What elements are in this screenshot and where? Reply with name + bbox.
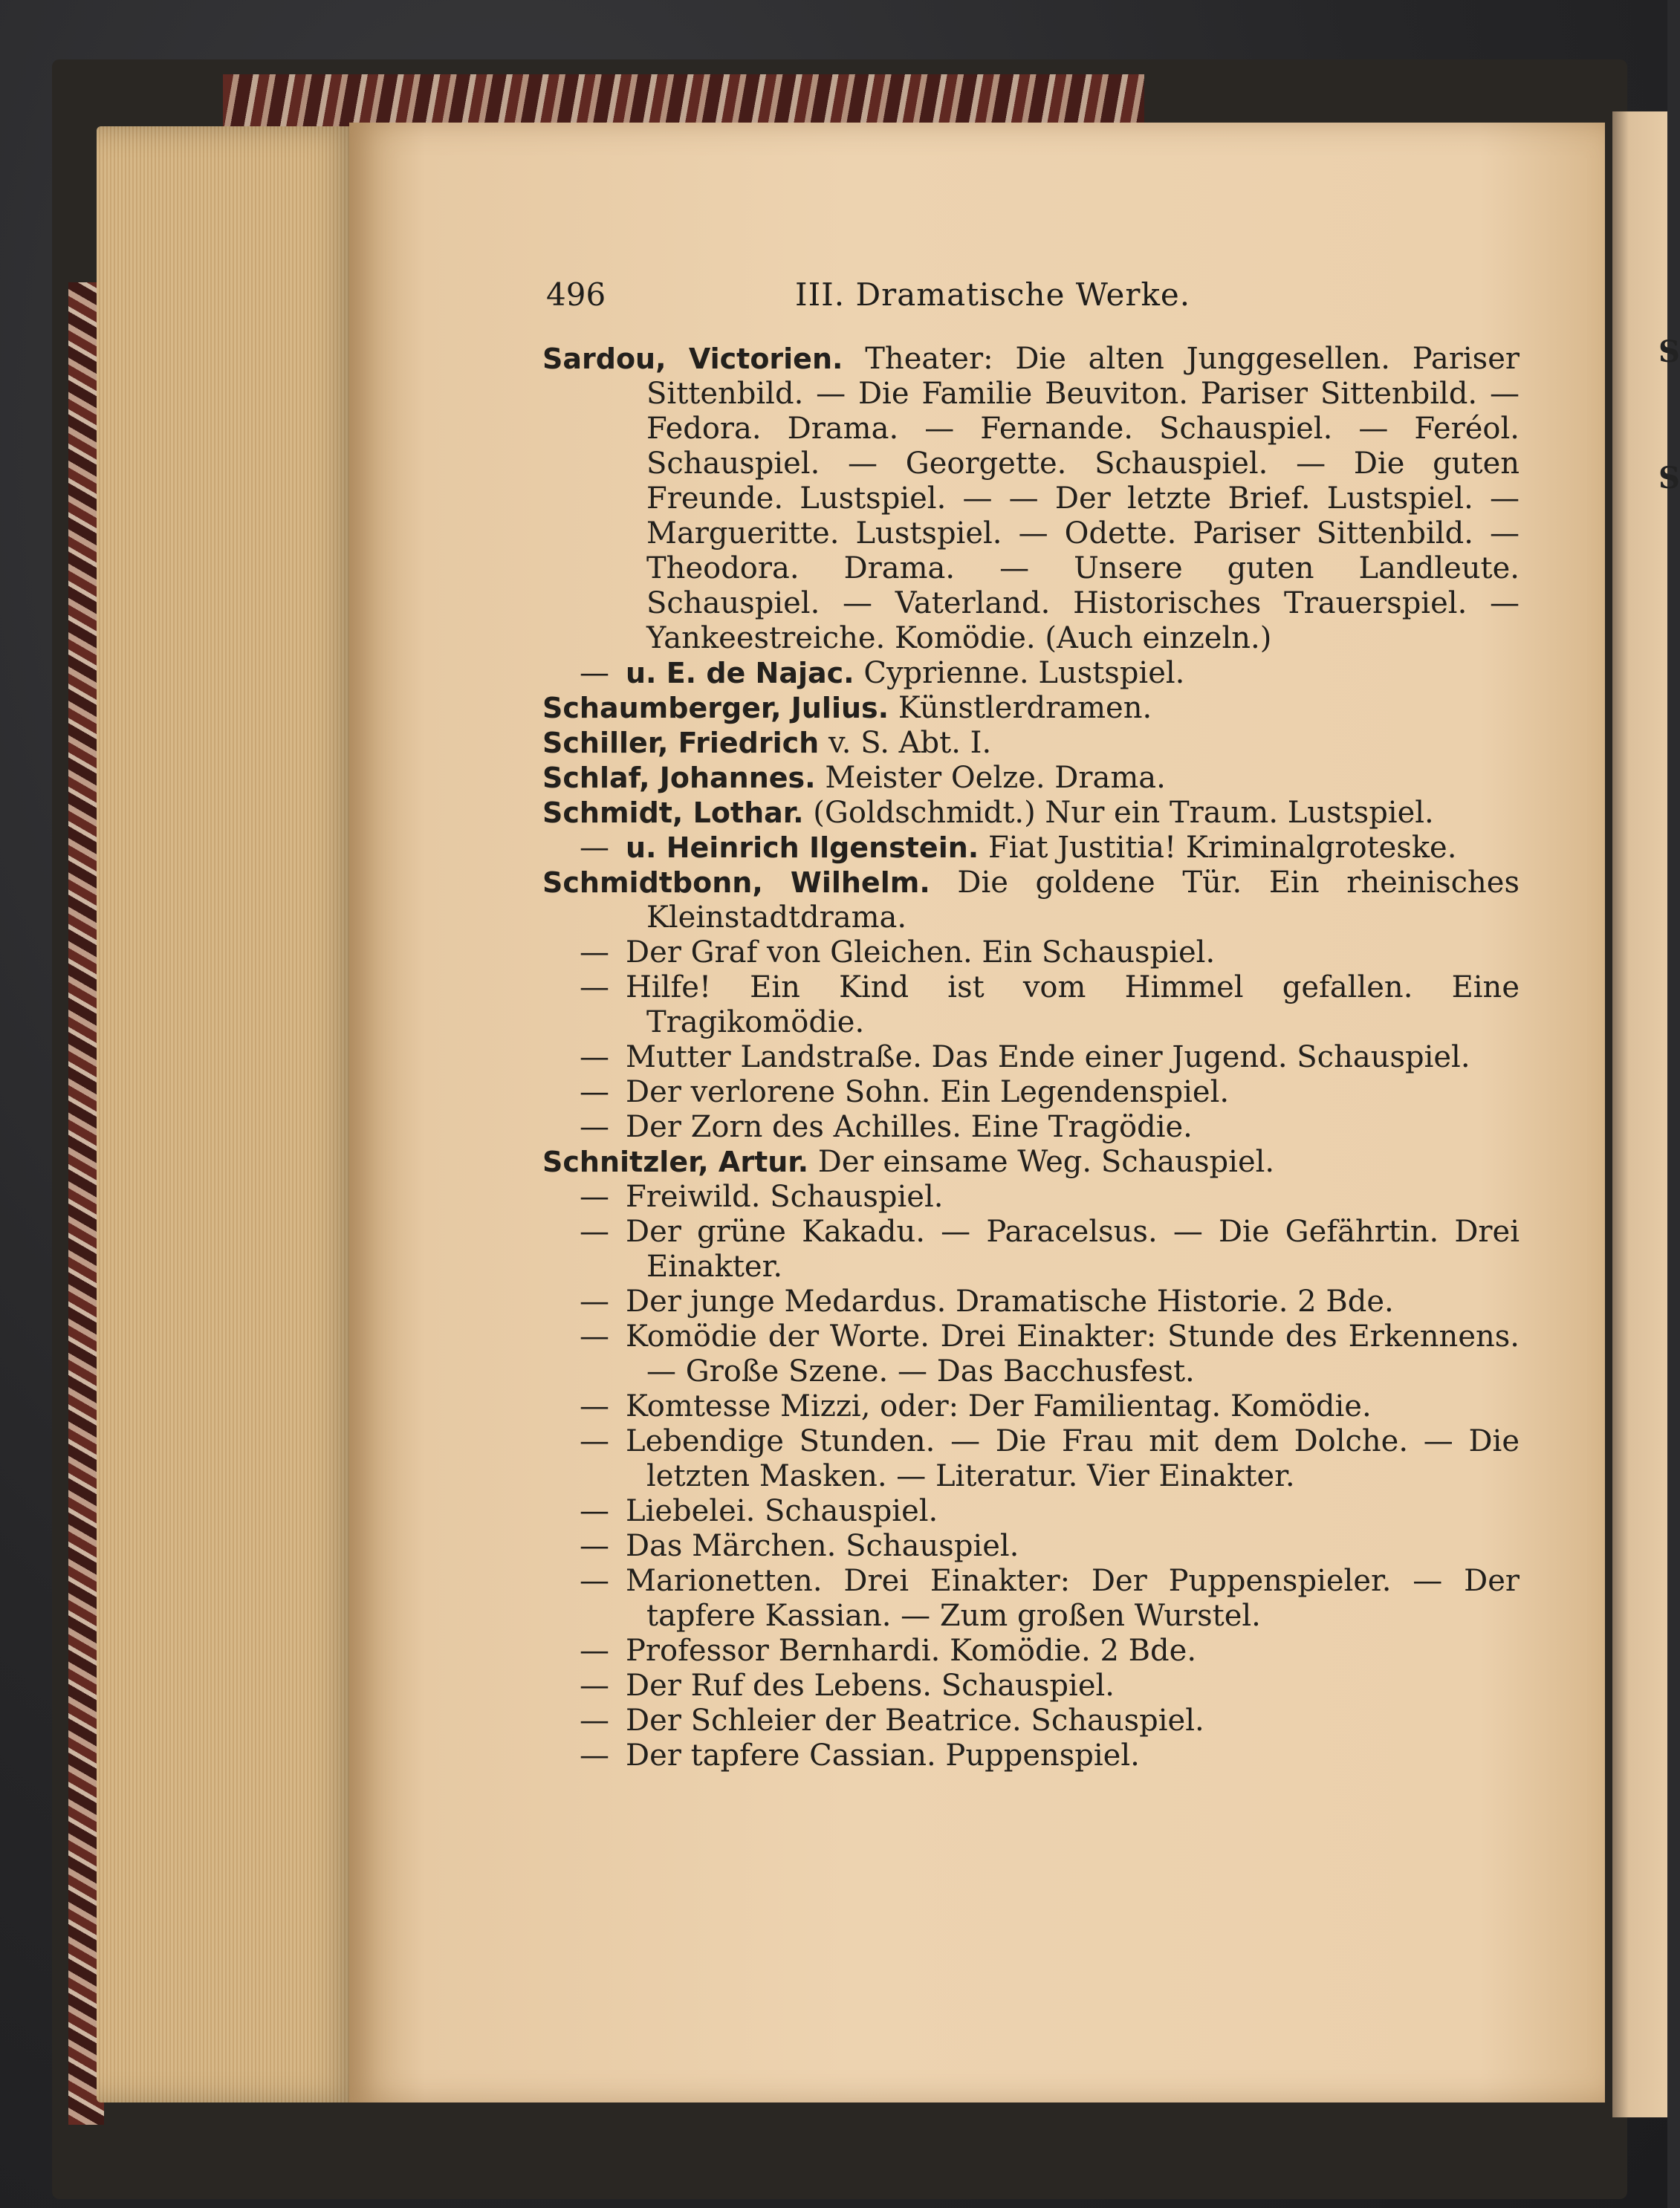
- entry-titles: Das Märchen. Schauspiel.: [626, 1529, 1019, 1563]
- bibliography-entry: [542, 726, 1520, 761]
- entry-titles: Lebendige Stunden. — Die Frau mit dem Dolche. — Die letzten Masken. — Literatur. Vier Einakter.: [626, 1424, 1520, 1493]
- entry-author: Schnitzler, Artur.: [542, 1146, 809, 1178]
- bibliography-entry: [542, 1424, 1520, 1494]
- entry-titles: Komtesse Mizzi, oder: Der Familientag. Komödie.: [626, 1389, 1372, 1423]
- bibliography-entry: [542, 866, 1520, 935]
- entry-author: u. E. de Najac.: [626, 657, 854, 689]
- entry-titles: Freiwild. Schauspiel.: [626, 1180, 944, 1214]
- entry-titles: (Goldschmidt.) Nur ein Traum. Lustspiel.: [813, 796, 1434, 830]
- ditto-dash: —: [580, 970, 609, 1004]
- entry-author: Schmidtbonn, Wilhelm.: [542, 866, 930, 899]
- bibliography-entry: [542, 1704, 1520, 1738]
- bibliography-entry: [542, 656, 1520, 691]
- next-page-edge: [1612, 111, 1667, 2117]
- bibliography-entry: [542, 1669, 1520, 1704]
- entry-titles: Der einsame Weg. Schauspiel.: [817, 1145, 1275, 1179]
- entry-titles: Marionetten. Drei Einakter: Der Puppenspieler. — Der tapfere Kassian. — Zum großen Wurstel.: [626, 1564, 1520, 1633]
- ditto-dash: —: [580, 935, 609, 970]
- bibliography-entry: [542, 1215, 1520, 1285]
- ditto-dash: —: [580, 1285, 609, 1319]
- entry-titles: Liebelei. Schauspiel.: [626, 1494, 938, 1528]
- bibliography-entry: [542, 970, 1520, 1040]
- running-title: III. Dramatische Werke.: [795, 276, 1191, 313]
- bibliography-entry: [542, 1319, 1520, 1389]
- ditto-dash: —: [580, 1040, 609, 1074]
- bibliography-entry: [542, 761, 1520, 796]
- bibliography-entry: [542, 1145, 1520, 1180]
- entry-titles: Der Ruf des Lebens. Schauspiel.: [626, 1669, 1115, 1703]
- ditto-dash: —: [580, 1180, 609, 1214]
- entry-titles: Meister Oelze. Drama.: [825, 761, 1166, 795]
- bibliography-entry: [542, 1180, 1520, 1215]
- entry-titles: Der grüne Kakadu. — Paracelsus. — Die Gefährtin. Drei Einakter.: [626, 1215, 1520, 1284]
- ditto-dash: —: [580, 1564, 609, 1598]
- bibliography-entry: [542, 342, 1520, 656]
- ditto-dash: —: [580, 1110, 609, 1144]
- entry-author: Schiller, Friedrich: [542, 727, 820, 759]
- ditto-dash: —: [580, 1389, 609, 1423]
- ditto-dash: —: [580, 1075, 609, 1109]
- entry-author: Schaumberger, Julius.: [542, 692, 889, 724]
- bibliography-entry: [542, 796, 1520, 831]
- entry-titles: Die goldene Tür. Ein rheinisches Kleinstadtdrama.: [646, 866, 1520, 935]
- ditto-dash: —: [580, 1494, 609, 1528]
- entry-titles: Mutter Landstraße. Das Ende einer Jugend. Schauspiel.: [626, 1040, 1470, 1074]
- bibliography-entry: [542, 1040, 1520, 1075]
- ditto-dash: —: [580, 1669, 609, 1703]
- entry-titles: Der verlorene Sohn. Ein Legendenspiel.: [626, 1075, 1230, 1109]
- entry-titles: Künstlerdramen.: [898, 691, 1152, 725]
- bibliography-entry: [542, 1494, 1520, 1529]
- entry-titles: Komödie der Worte. Drei Einakter: Stunde des Erkennens. — Große Szene. — Das Bacchusfest.: [626, 1319, 1520, 1389]
- entry-titles: v. S. Abt. I.: [828, 726, 992, 760]
- entry-titles: Professor Bernhardi. Komödie. 2 Bde.: [626, 1634, 1197, 1668]
- entry-titles: Der junge Medardus. Dramatische Historie. 2 Bde.: [626, 1285, 1394, 1319]
- ditto-dash: —: [580, 1424, 609, 1458]
- ditto-dash: —: [580, 1529, 609, 1563]
- bibliography-entry: [542, 1634, 1520, 1669]
- entry-author: Sardou, Victorien.: [542, 342, 843, 375]
- bibliography-entry: [542, 1110, 1520, 1145]
- ditto-dash: —: [580, 1704, 609, 1738]
- entry-titles: Cyprienne. Lustspiel.: [863, 656, 1185, 690]
- page-header: [546, 276, 1586, 321]
- page-block-edges: [97, 126, 364, 2103]
- ditto-dash: —: [580, 831, 609, 865]
- entry-titles: Der Zorn des Achilles. Eine Tragödie.: [626, 1110, 1193, 1144]
- bibliography-list: [542, 342, 1520, 1773]
- ditto-dash: —: [580, 1319, 609, 1354]
- entry-titles: Der tapfere Cassian. Puppenspiel.: [626, 1738, 1140, 1773]
- entry-titles: Der Schleier der Beatrice. Schauspiel.: [626, 1704, 1204, 1738]
- bibliography-entry: [542, 1738, 1520, 1773]
- entry-author: Schmidt, Lothar.: [542, 796, 804, 829]
- entry-titles: Der Graf von Gleichen. Ein Schauspiel.: [626, 935, 1216, 970]
- entry-author: Schlaf, Johannes.: [542, 762, 816, 794]
- ditto-dash: —: [580, 1634, 609, 1668]
- next-page-glyph: S: [1658, 334, 1680, 369]
- bibliography-entry: [542, 1389, 1520, 1424]
- bibliography-entry: [542, 831, 1520, 866]
- entry-titles: Theater: Die alten Junggesellen. Pariser Sittenbild. — Die Familie Beuviton. Pariser Sittenbild. — Fedora. Drama. — Fernande. Schauspiel. — Feréol. Schauspiel. — Georgette. Schauspiel. — Die guten Freunde. Lustspiel. — — Der letzte Brief. Lustspiel. — Margueritte. Lustspiel. — Odette. Pariser Sittenbild. — Theodora. Drama. — Unsere guten Landleute. Schauspiel. — Vaterland. Historisches Trauerspiel. — Yankeestreiche. Komödie. (Auch einzeln.): [646, 342, 1520, 655]
- entry-titles: Hilfe! Ein Kind ist vom Himmel gefallen. Eine Tragikomödie.: [626, 970, 1520, 1039]
- page-number: 496: [546, 276, 606, 313]
- bibliography-entry: [542, 1564, 1520, 1634]
- bibliography-entry: [542, 1529, 1520, 1564]
- ditto-dash: —: [580, 656, 609, 690]
- bibliography-entry: [542, 1075, 1520, 1110]
- ditto-dash: —: [580, 1738, 609, 1773]
- next-page-glyph: S: [1658, 461, 1680, 496]
- ditto-dash: —: [580, 1215, 609, 1249]
- entry-author: u. Heinrich Ilgenstein.: [626, 831, 979, 864]
- entry-titles: Fiat Justitia! Kriminalgroteske.: [987, 831, 1457, 865]
- bibliography-entry: [542, 1285, 1520, 1319]
- bibliography-entry: [542, 935, 1520, 970]
- bibliography-entry: [542, 691, 1520, 726]
